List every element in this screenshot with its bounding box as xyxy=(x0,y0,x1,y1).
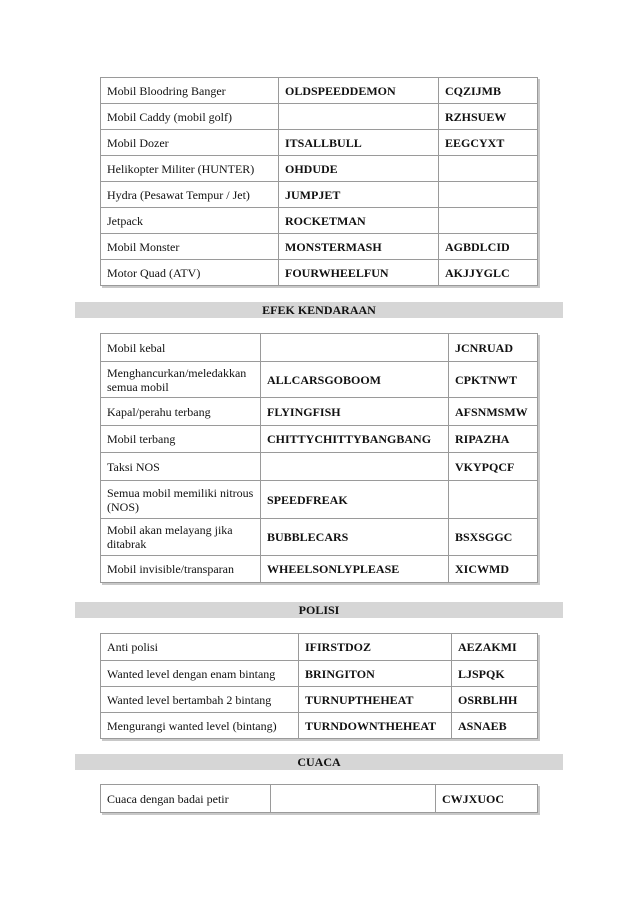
table-row xyxy=(101,156,538,182)
ps-code: CPKTNWT xyxy=(449,362,538,398)
cheat-name: Motor Quad (ATV) xyxy=(101,260,279,286)
section-header-efek-kendaraan: EFEK KENDARAAN xyxy=(75,302,563,318)
table-row xyxy=(101,453,538,481)
table-row xyxy=(101,260,538,286)
cheat-name: Menghancurkan/meledakkan semua mobil xyxy=(101,362,261,398)
table-row xyxy=(101,634,538,661)
cheat-name: Mobil akan melayang jika ditabrak xyxy=(101,519,261,556)
section-header-polisi: POLISI xyxy=(75,602,563,618)
vehicle-cheats-table xyxy=(100,77,538,286)
pc-code: ITSALLBULL xyxy=(279,130,439,156)
cheat-name: Wanted level bertambah 2 bintang xyxy=(101,687,299,713)
pc-code: TURNDOWNTHEHEAT xyxy=(299,713,452,739)
cheat-name: Helikopter Militer (HUNTER) xyxy=(101,156,279,182)
police-cheats-table xyxy=(100,633,538,739)
ps-code: JCNRUAD xyxy=(449,334,538,362)
ps-code: CWJXUOC xyxy=(436,785,538,813)
table-row xyxy=(101,713,538,739)
ps-code: ASNAEB xyxy=(452,713,538,739)
cheat-name: Mobil Bloodring Banger xyxy=(101,78,279,104)
section-header-cuaca: CUACA xyxy=(75,754,563,770)
pc-code: ROCKETMAN xyxy=(279,208,439,234)
weather-cheats-table xyxy=(100,784,538,813)
pc-code: JUMPJET xyxy=(279,182,439,208)
ps-code: BSXSGGC xyxy=(449,519,538,556)
ps-code: AEZAKMI xyxy=(452,634,538,661)
ps-code xyxy=(439,208,538,234)
table-row xyxy=(101,519,538,556)
cheat-name: Mobil terbang xyxy=(101,426,261,453)
table-row xyxy=(101,398,538,426)
pc-code xyxy=(261,453,449,481)
table-row xyxy=(101,208,538,234)
ps-code: RZHSUEW xyxy=(439,104,538,130)
ps-code xyxy=(439,156,538,182)
pc-code xyxy=(261,334,449,362)
pc-code: BUBBLECARS xyxy=(261,519,449,556)
ps-code: LJSPQK xyxy=(452,661,538,687)
cheat-name: Mengurangi wanted level (bintang) xyxy=(101,713,299,739)
pc-code: CHITTYCHITTYBANGBANG xyxy=(261,426,449,453)
ps-code: XICWMD xyxy=(449,556,538,583)
table-row xyxy=(101,130,538,156)
ps-code: AKJJYGLC xyxy=(439,260,538,286)
pc-code: ALLCARSGOBOOM xyxy=(261,362,449,398)
pc-code: TURNUPTHEHEAT xyxy=(299,687,452,713)
table-row xyxy=(101,78,538,104)
pc-code: SPEEDFREAK xyxy=(261,481,449,519)
pc-code: MONSTERMASH xyxy=(279,234,439,260)
cheat-name: Cuaca dengan badai petir xyxy=(101,785,271,813)
ps-code: OSRBLHH xyxy=(452,687,538,713)
table-row xyxy=(101,362,538,398)
table-row xyxy=(101,481,538,519)
table-row xyxy=(101,182,538,208)
table-row xyxy=(101,426,538,453)
pc-code: OHDUDE xyxy=(279,156,439,182)
ps-code xyxy=(439,182,538,208)
cheat-name: Mobil Caddy (mobil golf) xyxy=(101,104,279,130)
cheat-name: Mobil invisible/transparan xyxy=(101,556,261,583)
cheat-name: Taksi NOS xyxy=(101,453,261,481)
cheat-name: Hydra (Pesawat Tempur / Jet) xyxy=(101,182,279,208)
pc-code xyxy=(279,104,439,130)
ps-code: AGBDLCID xyxy=(439,234,538,260)
table-row xyxy=(101,785,538,813)
table-row xyxy=(101,234,538,260)
cheat-name: Mobil Dozer xyxy=(101,130,279,156)
cheat-name: Kapal/perahu terbang xyxy=(101,398,261,426)
ps-code: RIPAZHA xyxy=(449,426,538,453)
pc-code xyxy=(271,785,436,813)
cheat-name: Jetpack xyxy=(101,208,279,234)
pc-code: BRINGITON xyxy=(299,661,452,687)
cheat-name: Mobil Monster xyxy=(101,234,279,260)
ps-code xyxy=(449,481,538,519)
pc-code: WHEELSONLYPLEASE xyxy=(261,556,449,583)
table-row xyxy=(101,687,538,713)
pc-code: FOURWHEELFUN xyxy=(279,260,439,286)
vehicle-effects-table xyxy=(100,333,538,583)
ps-code: VKYPQCF xyxy=(449,453,538,481)
pc-code: IFIRSTDOZ xyxy=(299,634,452,661)
cheat-name: Wanted level dengan enam bintang xyxy=(101,661,299,687)
ps-code: AFSNMSMW xyxy=(449,398,538,426)
cheat-name: Anti polisi xyxy=(101,634,299,661)
table-row xyxy=(101,661,538,687)
pc-code: OLDSPEEDDEMON xyxy=(279,78,439,104)
pc-code: FLYINGFISH xyxy=(261,398,449,426)
cheat-name: Mobil kebal xyxy=(101,334,261,362)
table-row xyxy=(101,556,538,583)
table-row xyxy=(101,104,538,130)
table-row xyxy=(101,334,538,362)
ps-code: EEGCYXT xyxy=(439,130,538,156)
cheat-name: Semua mobil memiliki nitrous (NOS) xyxy=(101,481,261,519)
ps-code: CQZIJMB xyxy=(439,78,538,104)
